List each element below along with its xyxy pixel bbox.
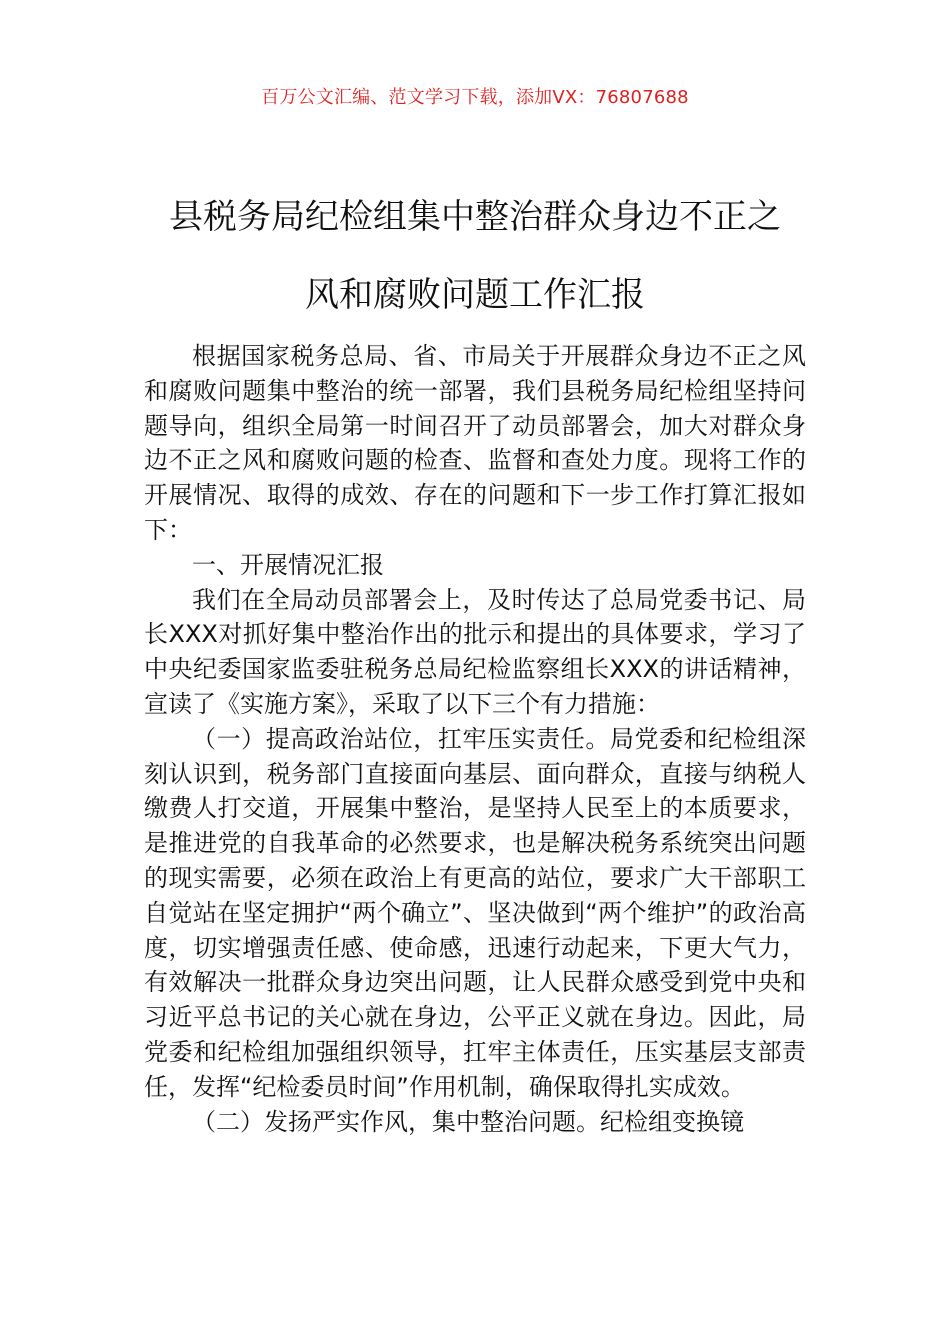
document-body bbox=[144, 339, 806, 1139]
document-title bbox=[100, 178, 850, 334]
section-heading-1: 一、开展情况汇报 bbox=[192, 550, 384, 579]
body-paragraph: 我们在全局动员部署会上，及时传达了总局党委书记、局长XXX对抓好集中整治作出的批示和提出的具体要求，学习了中央纪委国家监委驻税务总局纪检监察组长XXX的讲话精神，宣读了《实施方案》，采取了以下三个有力措施： bbox=[144, 585, 806, 718]
watermark-banner: 百万公文汇编、范文学习下载，添加VX：76807688 bbox=[261, 87, 689, 108]
body-paragraph: （一）提高政治站位，扛牢压实责任。局党委和纪检组深刻认识到，税务部门直接面向基层、面向群众，直接与纳税人缴费人打交道，开展集中整治，是坚持人民至上的本质要求，是推进党的自我革命的必然要求，也是解决税务系统突出问题的现实需要，必须在政治上有更高的站位，要求广大干部职工自觉站在坚定拥护“两个确立”、坚决做到“两个维护”的政治高度，切实增强责任感、使命感，迅速行动起来，下更大气力，有效解决一批群众身边突出问题，让人民群众感受到党中央和习近平总书记的关心就在身边，公平正义就在身边。因此，局党委和纪检组加强组织领导，扛牢主体责任，压实基层支部责任，发挥“纪检委员时间”作用机制，确保取得扎实成效。 bbox=[144, 724, 806, 1101]
title-line-2: 风和腐败问题工作汇报 bbox=[305, 275, 645, 315]
body-paragraph: （二）发扬严实作风，集中整治问题。纪检组变换镜 bbox=[192, 1107, 744, 1136]
title-line-1: 县税务局纪检组集中整治群众身边不正之 bbox=[169, 197, 781, 237]
intro-paragraph: 根据国家税务总局、省、市局关于开展群众身边不正之风和腐败问题集中整治的统一部署，我们县税务局纪检组坚持问题导向，组织全局第一时间召开了动员部署会，加大对群众身边不正之风和腐败问题的检查、监督和查处力度。现将工作的开展情况、取得的成效、存在的问题和下一步工作打算汇报如下： bbox=[144, 342, 806, 544]
